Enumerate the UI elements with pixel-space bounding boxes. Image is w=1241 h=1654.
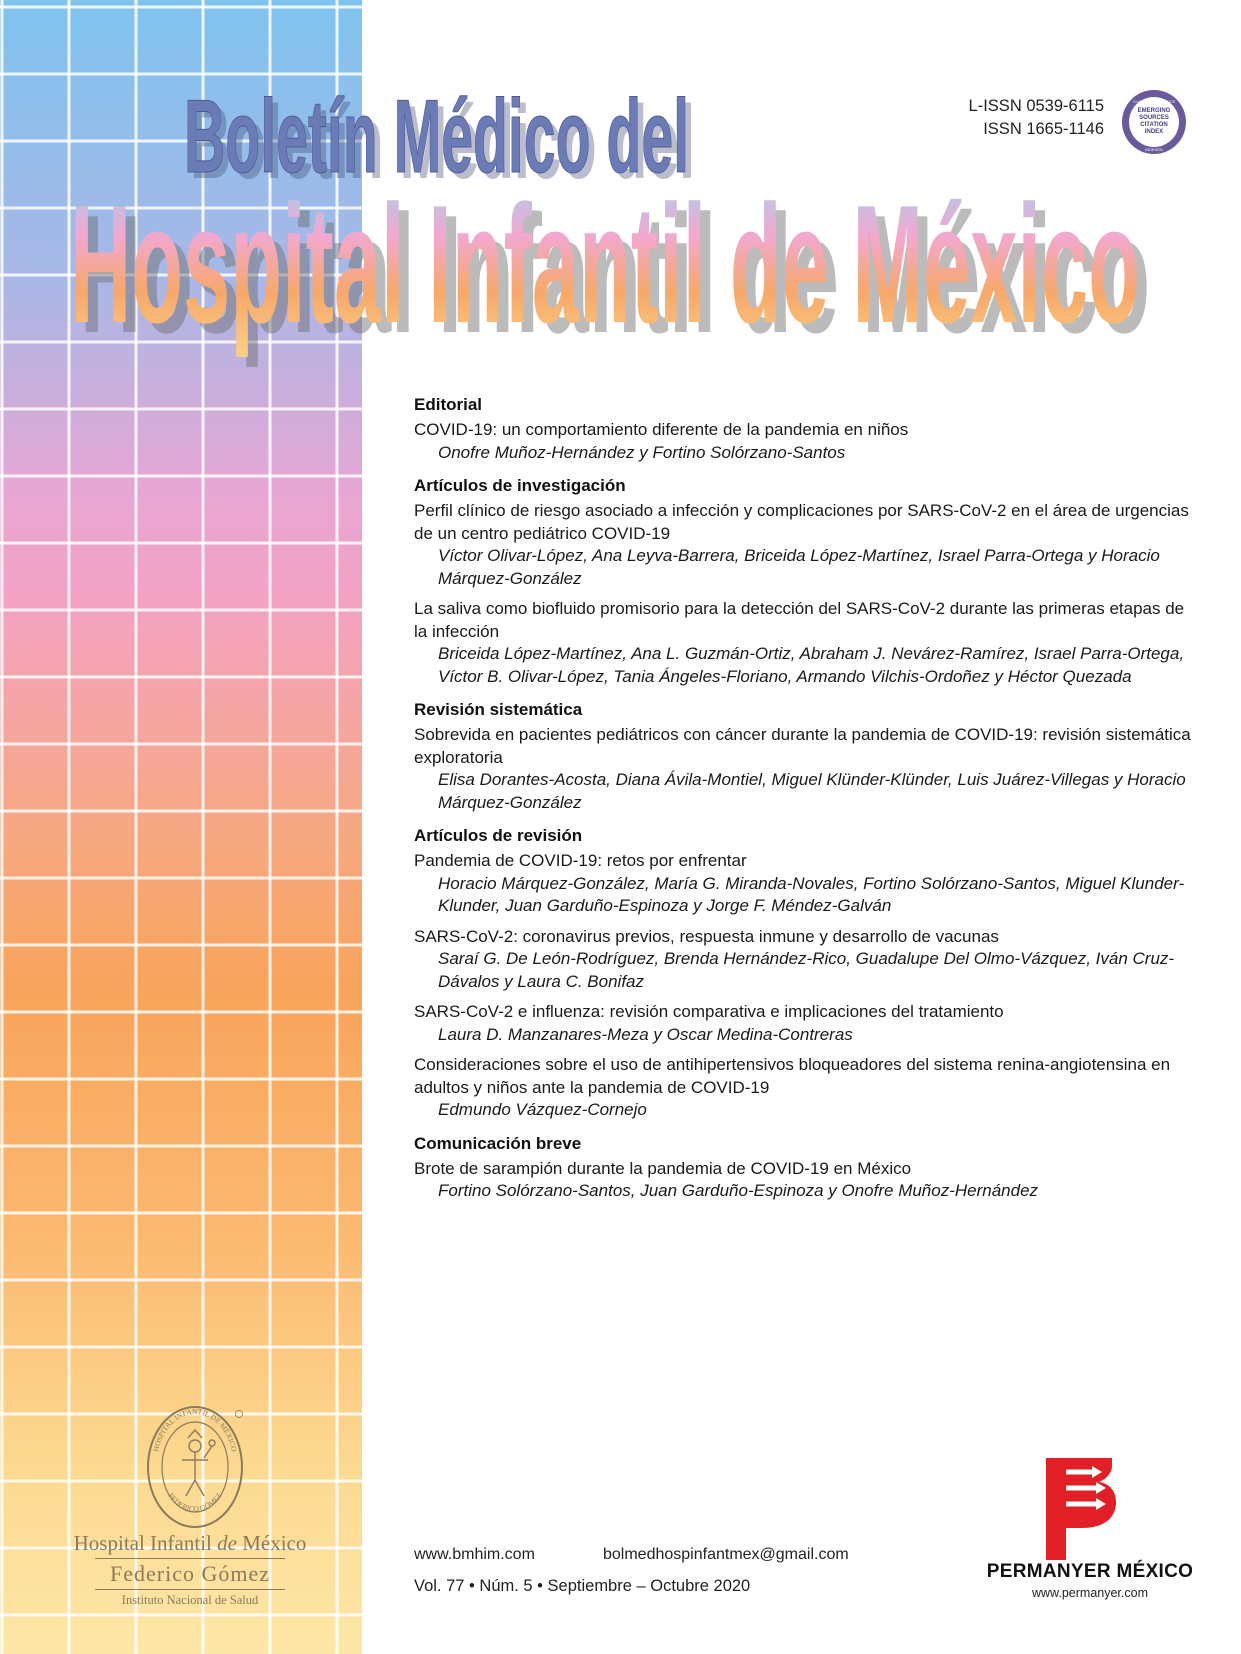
toc-article[interactable] bbox=[414, 724, 1199, 814]
article-title: Consideraciones sobre el uso de antihipertensivos bloqueadores del sistema renina-angiotensina en adultos y niños ante la pandemia de COVID-19 bbox=[414, 1055, 1171, 1097]
hospital-name-line1: Hospital Infantil de México bbox=[73, 1531, 307, 1555]
title-line2-shadow: Hospital Infantil de México bbox=[80, 180, 1150, 368]
toc-article[interactable] bbox=[414, 850, 1199, 918]
article-authors: Briceida López-Martínez, Ana L. Guzmán-Ortiz, Abraham J. Nevárez-Ramírez, Israel Parra-Ortega, Víctor B. Olivar-López, Tania Ángeles-Floriano, Armando Vilchis-Ordoñez y Héctor Quezada bbox=[438, 644, 1185, 686]
badge-text-emerging: EMERGING bbox=[1137, 108, 1171, 114]
toc-section bbox=[414, 824, 1199, 1122]
seal-text-bottom: FEDERICO GÓMEZ bbox=[166, 1491, 224, 1514]
esci-index-badge bbox=[1120, 88, 1188, 156]
toc-section bbox=[414, 474, 1199, 688]
article-authors: Víctor Olivar-López, Ana Leyva-Barrera, Briceida López-Martínez, Israel Parra-Ortega y Horacio Márquez-González bbox=[438, 546, 1160, 588]
issn-online: ISSN 1665-1146 bbox=[983, 120, 1104, 138]
toc-article[interactable] bbox=[414, 1001, 1199, 1046]
badge-text-sources: SOURCES bbox=[1139, 115, 1169, 121]
toc-article[interactable] bbox=[414, 598, 1199, 688]
article-title: La saliva como biofluido promisorio para la detección del SARS-CoV-2 durante las primeras etapas de la infección bbox=[414, 599, 1185, 641]
issue-info: Vol. 77 • Núm. 5 • Septiembre – Octubre 2020 bbox=[414, 1577, 751, 1595]
article-authors: Fortino Solórzano-Santos, Juan Garduño-Espinoza y Onofre Muñoz-Hernández bbox=[438, 1181, 1039, 1200]
issn-block bbox=[969, 95, 1104, 141]
email-link[interactable]: bolmedhospinfantmex@gmail.com bbox=[603, 1546, 849, 1563]
toc-section-title: Editorial bbox=[414, 395, 483, 414]
article-authors: Horacio Márquez-González, María G. Miranda-Novales, Fortino Solórzano-Santos, Miguel Klunder-Klunder, Juan Garduño-Espinoza y Jorge F. Méndez-Galván bbox=[438, 873, 1185, 915]
article-authors: Elisa Dorantes-Acosta, Diana Ávila-Montiel, Miguel Klünder-Klünder, Luis Juárez-Villegas y Horacio Márquez-González bbox=[438, 770, 1186, 812]
toc-article[interactable] bbox=[414, 1158, 1199, 1203]
hospital-seal-logo bbox=[142, 1402, 248, 1532]
toc-section-title: Artículos de revisión bbox=[414, 826, 583, 845]
article-title: Brote de sarampión durante la pandemia de COVID-19 en México bbox=[414, 1158, 912, 1178]
hospital-name-rule bbox=[95, 1558, 285, 1559]
hospital-name-line3: Instituto Nacional de Salud bbox=[121, 1593, 259, 1607]
article-authors: Laura D. Manzanares-Meza y Oscar Medina-Contreras bbox=[438, 1024, 853, 1044]
journal-title-line2 bbox=[66, 170, 1196, 380]
toc-article[interactable] bbox=[414, 1054, 1199, 1122]
badge-text-indexed: INDEXED bbox=[1145, 147, 1163, 152]
article-title: Perfil clínico de riesgo asociado a infección y complicaciones por SARS-CoV-2 en el área de urgencias de un centro pediátrico COVID-19 bbox=[414, 501, 1189, 543]
seal-text-top: HOSPITAL INFANTIL DE MÉXICO bbox=[151, 1406, 239, 1453]
toc-section-title: Artículos de investigación bbox=[414, 476, 626, 495]
article-title: SARS-CoV-2 e influenza: revisión comparativa e implicaciones del tratamiento bbox=[414, 1002, 1004, 1021]
toc-section bbox=[414, 1132, 1199, 1203]
article-title: Pandemia de COVID-19: retos por enfrentar bbox=[414, 851, 747, 870]
toc-section-title: Revisión sistemática bbox=[414, 700, 583, 719]
publisher-url[interactable]: www.permanyer.com bbox=[1031, 1586, 1148, 1600]
toc-section bbox=[414, 393, 1199, 464]
article-authors: Edmundo Vázquez-Cornejo bbox=[438, 1100, 647, 1119]
website-link[interactable]: www.bmhim.com bbox=[414, 1546, 535, 1563]
title-line1-shadow: Boletín Médico del bbox=[190, 85, 695, 198]
article-authors: Saraí G. De León-Rodríguez, Brenda Hernández-Rico, Guadalupe Del Olmo-Vázquez, Iván Cruz-Dávalos y Laura C. Bonifaz bbox=[438, 949, 1175, 991]
article-title: COVID-19: un comportamiento diferente de la pandemia en niños bbox=[414, 420, 909, 439]
toc-article[interactable] bbox=[414, 926, 1199, 994]
article-title: SARS-CoV-2: coronavirus previos, respuesta inmune y desarrollo de vacunas bbox=[414, 926, 999, 946]
hospital-name-line2: Federico Gómez bbox=[110, 1561, 270, 1586]
badge-text-top: CLARIVATE ANALYTICS bbox=[1132, 100, 1176, 104]
toc-section-title: Comunicación breve bbox=[414, 1133, 582, 1153]
title-line2-text: Hospital Infantil de México bbox=[70, 170, 1140, 358]
article-title: Sobrevida en pacientes pediátricos con cáncer durante la pandemia de COVID-19: revisión sistemática exploratoria bbox=[414, 725, 1191, 767]
toc-section bbox=[414, 698, 1199, 814]
hospital-name-rule-2 bbox=[95, 1589, 285, 1590]
seal-figure bbox=[182, 1430, 215, 1496]
publisher-name: PERMANYER MÉXICO bbox=[986, 1561, 1194, 1582]
article-authors: Onofre Muñoz-Hernández y Fortino Solórzano-Santos bbox=[438, 442, 846, 462]
badge-text-citation: CITATION bbox=[1140, 122, 1168, 128]
permanyer-logo bbox=[1046, 1458, 1116, 1560]
hospital-name bbox=[0, 1530, 380, 1608]
badge-text-index: INDEX bbox=[1144, 129, 1164, 135]
title-line1-text: Boletín Médico del bbox=[184, 79, 689, 195]
toc-article[interactable] bbox=[414, 419, 1199, 464]
issn-print: L-ISSN 0539-6115 bbox=[968, 97, 1104, 115]
table-of-contents bbox=[414, 393, 1199, 1213]
toc-article[interactable] bbox=[414, 500, 1199, 590]
